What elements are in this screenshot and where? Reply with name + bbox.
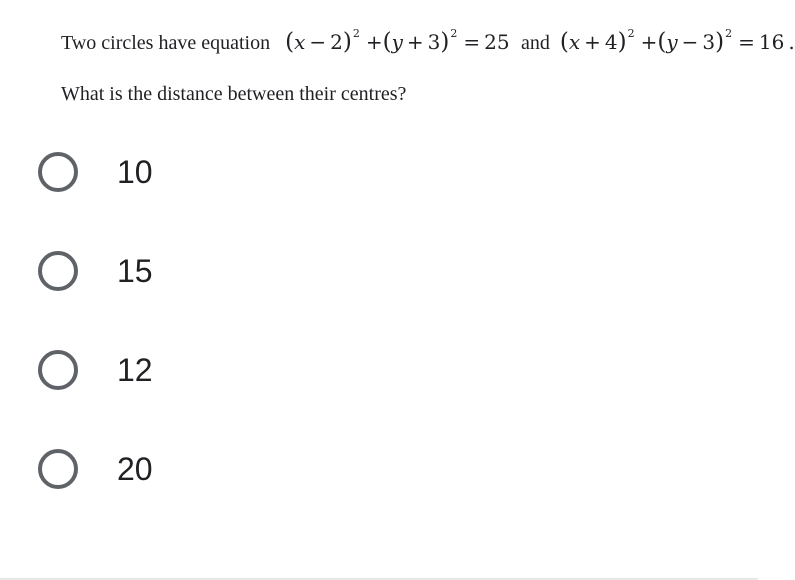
answer-option-label[interactable]: 15 (117, 252, 153, 289)
radio-unchecked-icon[interactable] (38, 350, 78, 390)
eq1-equals: = (463, 30, 481, 54)
answer-option-label[interactable]: 20 (117, 450, 153, 487)
answer-option-label[interactable]: 10 (117, 153, 153, 190)
eq2-paren-open-1: ( (559, 29, 569, 55)
question-prefix: Two circles have equation (61, 32, 271, 54)
radio-unchecked-icon[interactable] (38, 152, 78, 192)
eq2-equals: = (738, 30, 755, 54)
eq2-exponent-1: 2 (627, 27, 635, 41)
eq2-rhs: 16 (758, 30, 785, 54)
eq1-number-2: 3 (427, 30, 441, 54)
answer-option-20[interactable] (38, 445, 153, 493)
eq2-number-2: 3 (702, 30, 716, 54)
eq1-var-y: y (391, 30, 403, 54)
eq1-paren-open-1: ( (285, 29, 295, 55)
eq2-var-x: x (568, 30, 581, 54)
question-prompt: What is the distance between their centres? (61, 83, 407, 105)
eq2-number-1: 4 (604, 30, 618, 54)
eq1-var-x: x (294, 30, 306, 54)
eq1-operator-1: − (309, 30, 327, 54)
eq2-operator-2: − (681, 30, 699, 54)
answer-option-10[interactable] (38, 148, 153, 196)
answer-option-15[interactable] (38, 247, 153, 295)
question-period: . (788, 30, 795, 54)
eq1-number-1: 2 (330, 30, 343, 54)
eq2-paren-close-2: ) (715, 29, 725, 55)
eq1-plus: + (365, 30, 383, 54)
answer-option-12[interactable] (38, 346, 153, 394)
eq1-paren-close-1: ) (342, 29, 352, 55)
eq1-exponent-1: 2 (352, 27, 360, 41)
eq2-paren-close-1: ) (617, 29, 627, 55)
question-statement (61, 27, 795, 58)
eq1-paren-close-2: ) (440, 29, 450, 55)
eq1-paren-open-2: ( (382, 29, 392, 55)
equation-circle-2 (559, 27, 795, 55)
eq2-operator-1: + (584, 30, 601, 54)
eq2-var-y: y (666, 30, 678, 54)
radio-unchecked-icon[interactable] (38, 251, 78, 291)
answer-option-label[interactable]: 12 (117, 351, 153, 388)
radio-unchecked-icon[interactable] (38, 449, 78, 489)
eq1-rhs: 25 (484, 30, 510, 54)
equation-circle-1 (285, 27, 516, 55)
eq2-paren-open-2: ( (657, 29, 667, 55)
eq1-exponent-2: 2 (450, 27, 458, 41)
question-conjunction: and (520, 32, 550, 54)
eq2-exponent-2: 2 (725, 27, 733, 41)
eq2-plus: + (640, 30, 658, 54)
eq1-operator-2: + (406, 30, 424, 54)
